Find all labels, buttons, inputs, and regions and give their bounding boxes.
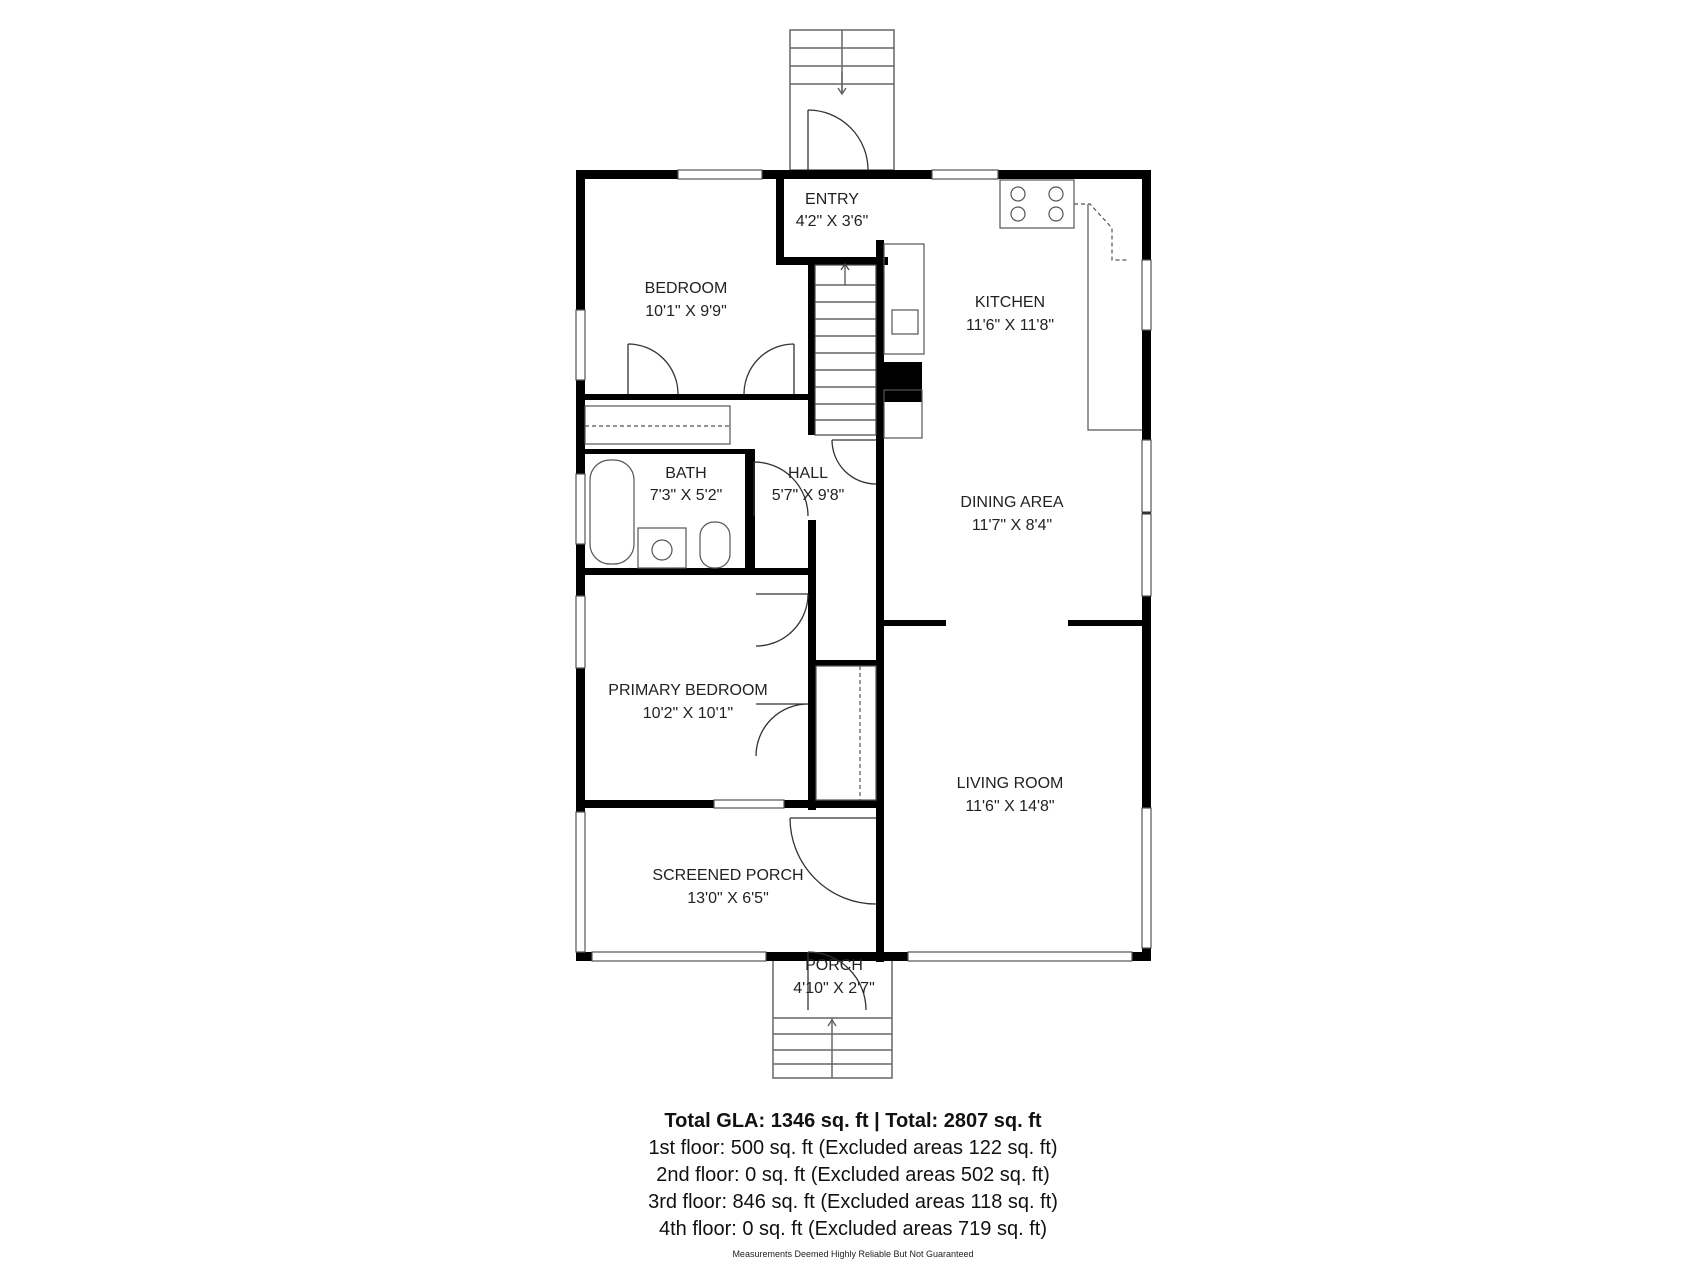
hall-dims: 5'7" X 9'8" — [771, 487, 845, 504]
hall-label: HALL — [787, 465, 829, 482]
entry-dims: 4'2" X 3'6" — [795, 213, 869, 230]
kitchen-label: KITCHEN — [974, 294, 1046, 311]
primary-bedroom-label: PRIMARY BEDROOM — [608, 682, 768, 699]
dining-label: DINING AREA — [960, 494, 1064, 511]
bath-dims: 7'3" X 5'2" — [649, 487, 723, 504]
floor-4-area: 4th floor: 0 sq. ft (Excluded areas 719 sq. ft) — [659, 1218, 1047, 1240]
porch-label: PORCH — [805, 957, 863, 974]
bedroom-label: BEDROOM — [644, 280, 728, 297]
floor-3-area: 3rd floor: 846 sq. ft (Excluded areas 118 sq. ft) — [648, 1191, 1058, 1213]
screened-porch-dims: 13'0" X 6'5" — [687, 890, 769, 907]
total-gla: Total GLA: 1346 sq. ft | Total: 2807 sq. ft — [664, 1110, 1042, 1132]
living-room-label: LIVING ROOM — [956, 775, 1064, 792]
kitchen-dims: 11'6" X 11'8" — [965, 317, 1055, 334]
room-labels — [608, 191, 1064, 997]
disclaimer: Measurements Deemed Highly Reliable But Not Guaranteed — [732, 1249, 974, 1259]
exterior-stairs-bottom — [773, 958, 892, 1078]
floor-1-area: 1st floor: 500 sq. ft (Excluded areas 122 sq. ft) — [648, 1137, 1058, 1159]
floor-2-area: 2nd floor: 0 sq. ft (Excluded areas 502 sq. ft) — [656, 1164, 1050, 1186]
interior-stairs — [815, 264, 876, 435]
primary-bedroom-dims: 10'2" X 10'1" — [642, 705, 734, 722]
entry-label: ENTRY — [805, 191, 859, 208]
porch-dims: 4'10" X 2'7" — [793, 980, 875, 997]
area-summary — [0, 1108, 1706, 1243]
bath-label: BATH — [665, 465, 707, 482]
living-room-dims: 11'6" X 14'8" — [965, 798, 1055, 815]
dining-dims: 11'7" X 8'4" — [971, 517, 1053, 534]
exterior-stairs-top — [790, 30, 894, 170]
bedroom-dims: 10'1" X 9'9" — [645, 303, 727, 320]
screened-porch-label: SCREENED PORCH — [652, 867, 804, 884]
